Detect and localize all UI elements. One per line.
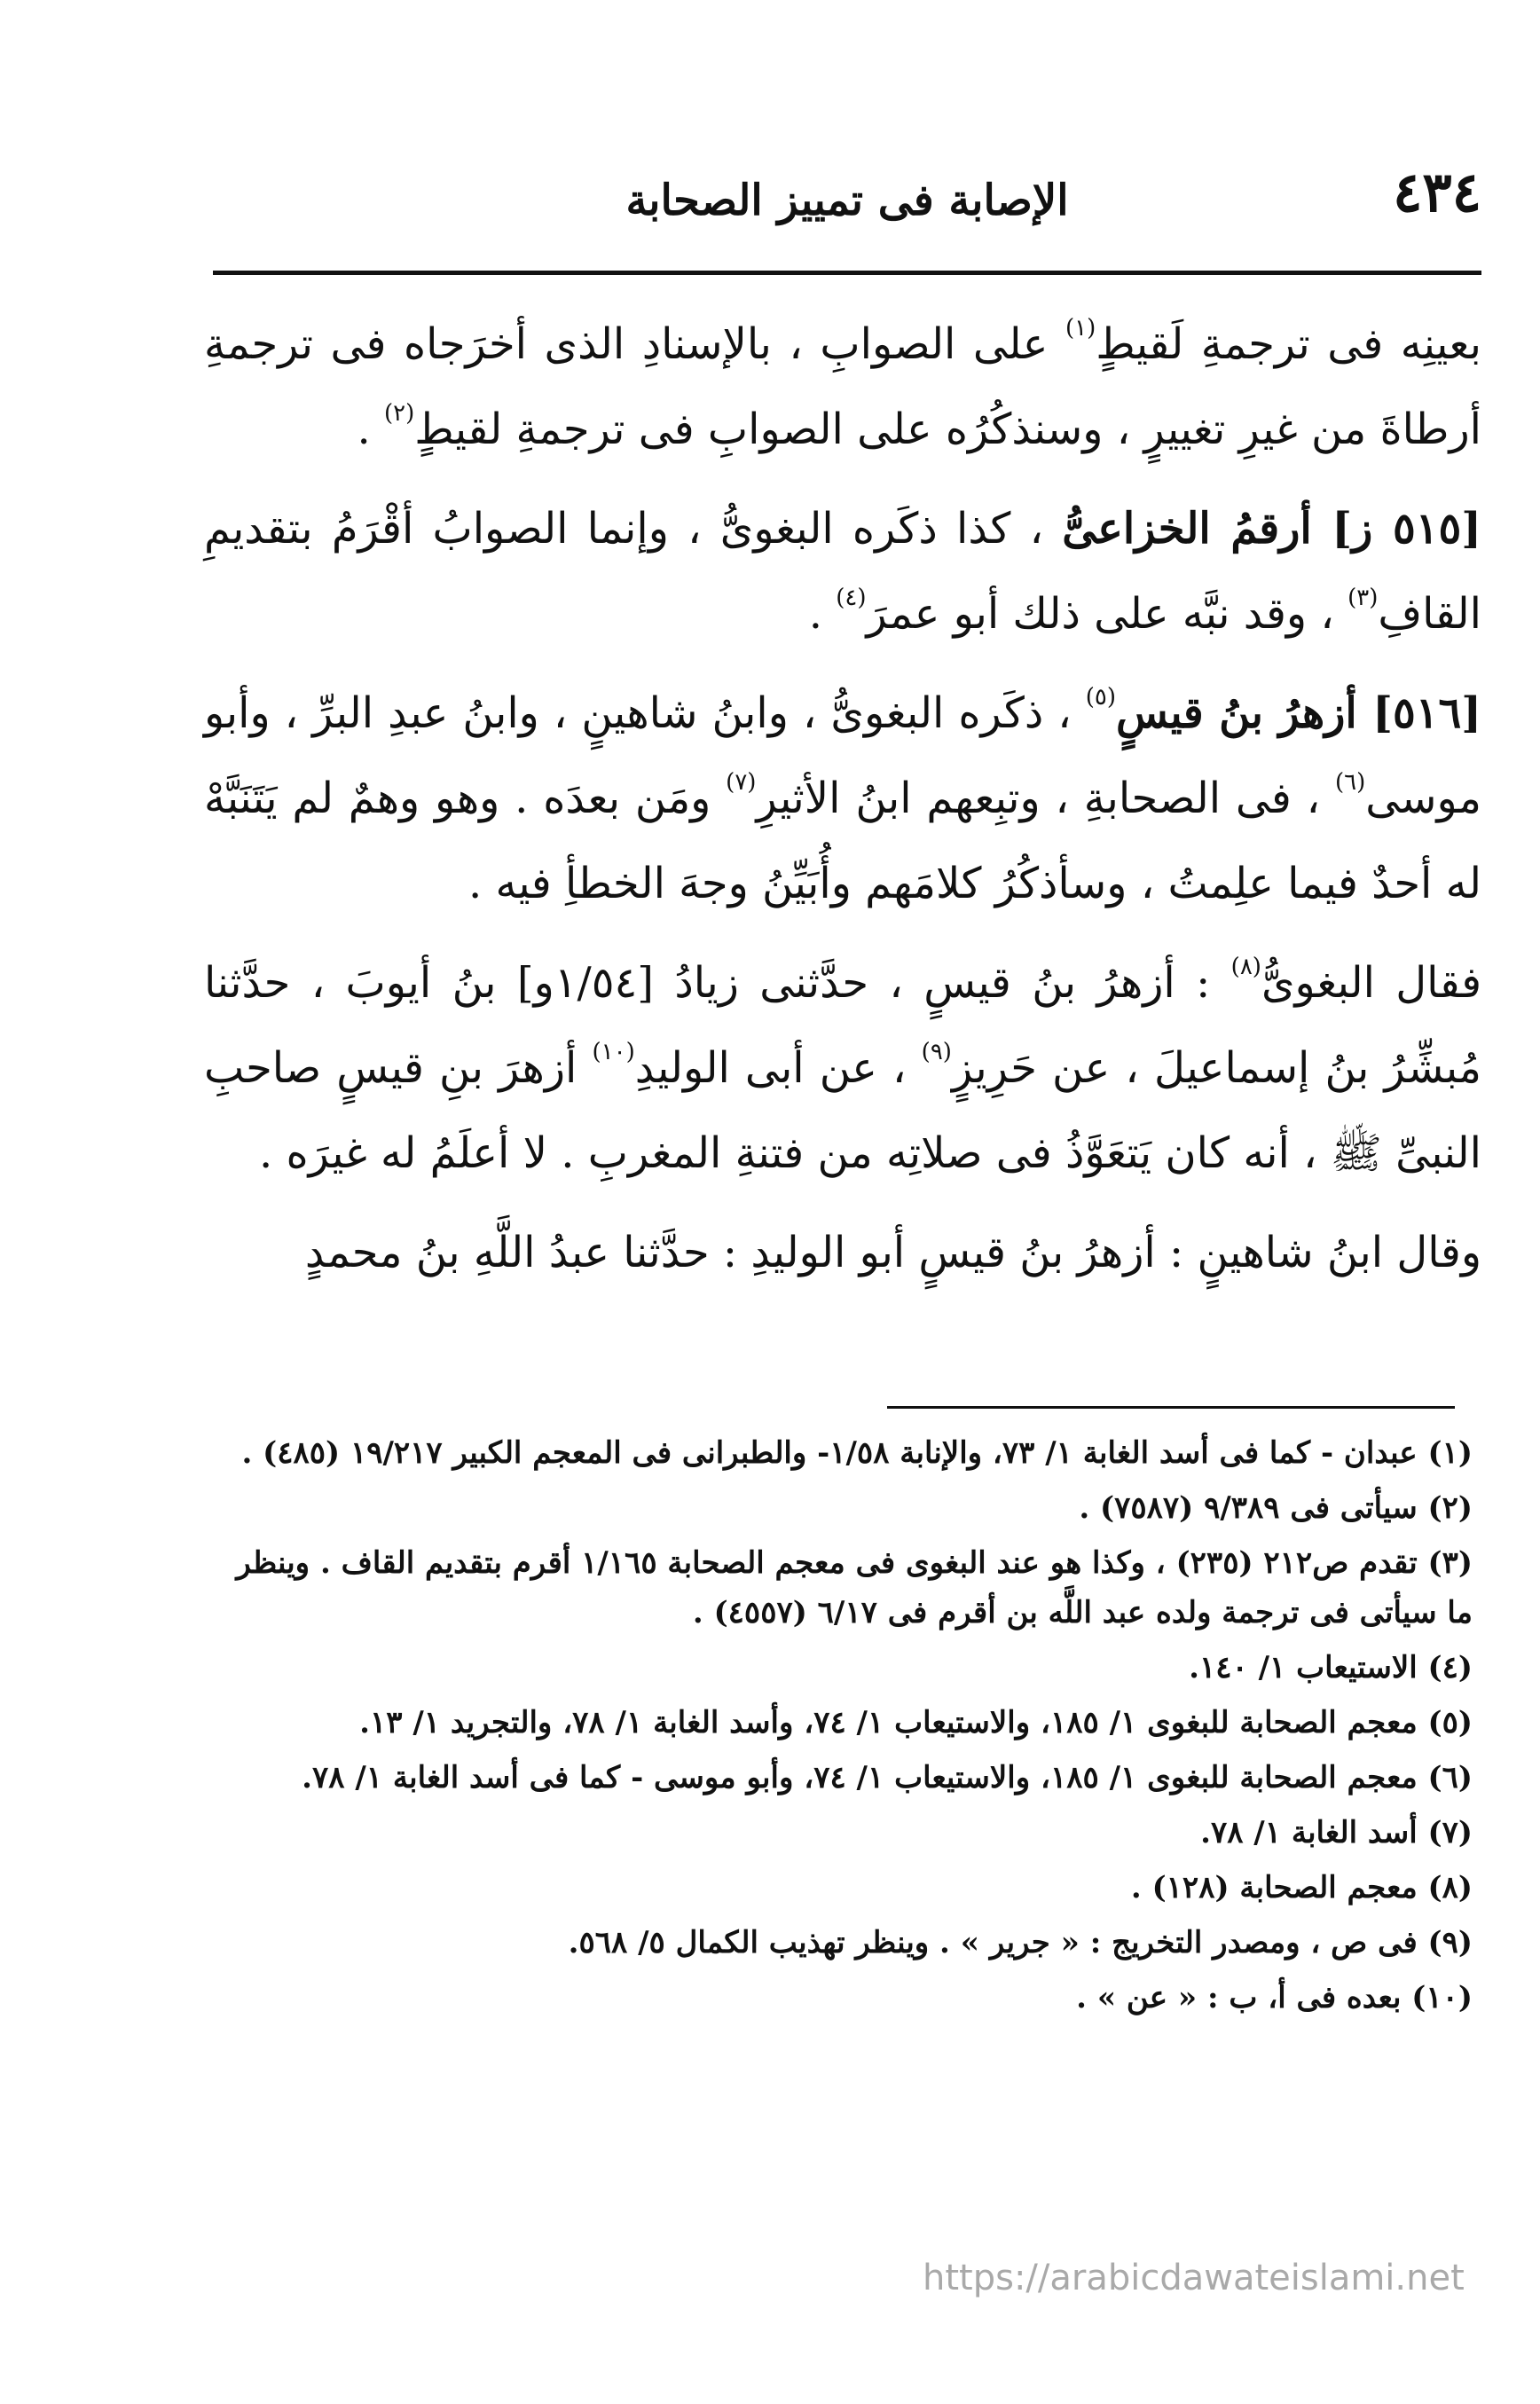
paragraph-baghawi-quote (204, 940, 1481, 1196)
book-title: الإصابة فى تمييز الصحابة (625, 176, 1069, 225)
paragraph-ibn-shahin-quote (204, 1210, 1481, 1295)
footnote-marker: (٣) (1348, 585, 1379, 611)
footnote-marker: (١٠) (592, 1039, 635, 1065)
text-run: . (808, 589, 837, 639)
footnote-5: (٥) معجم الصحابة للبغوى ١/ ١٨٥، والاستيعاب ١/ ٧٤، وأسد الغابة ١/ ٧٨، والتجريد ١/ ١٣. (359, 1705, 1473, 1740)
page-header (213, 160, 1481, 257)
header-rule (213, 271, 1481, 275)
footnote-7: (٧) أسد الغابة ١/ ٧٨. (1200, 1815, 1473, 1850)
text-run: ، وقد نبَّه على ذلك أبو عمرَ (866, 589, 1348, 639)
entry-516 (204, 671, 1481, 926)
footnote-marker: (٩) (921, 1039, 952, 1065)
main-text (204, 302, 1481, 1309)
footnote-marker: (٦) (1334, 769, 1366, 796)
paragraph-1 (204, 302, 1481, 472)
text-run: ومَن بعدَه . وهو وهمٌ لم يَتَنَبَّهْ له أحدٌ فيما علِمتُ ، وسأذكُرُ كلامَهم وأُبَيِّنُ وجهَ الخطأِ فيه . (204, 774, 1481, 908)
text-run: . (357, 405, 384, 454)
text-run: : أزهرُ بنُ قيسٍ ، حدَّثنى زيادُ [١/٥٤و] بنُ أيوبَ ، حدَّثنا مُبشِّرُ بنُ إسماعيلَ ، عن حَرِيزٍ (204, 958, 1481, 1093)
footnotes (213, 1428, 1473, 2028)
text-run: وقال ابنُ شاهينٍ : أزهرُ بنُ قيسٍ أبو الوليدِ : حدَّثنا عبدُ اللَّهِ بنُ محمدٍ (304, 1228, 1481, 1277)
footnote-3: (٣) تقدم ص٢١٢ (٢٣٥) ، وكذا هو عند البغوى فى معجم الصحابة ١/١٦٥ أقرم بتقديم القاف . وينظر ما سيأتى فى ترجمة ولده عبد اللَّه بن أقرم فى ٦/١٧ (٤٥٥٧) . (236, 1545, 1473, 1630)
footnote-marker: (٨) (1230, 954, 1261, 980)
footnote-marker: (١) (1065, 315, 1096, 342)
footnote-marker: (٧) (726, 769, 757, 796)
footnote-8: (٨) معجم الصحابة (١٢٨) . (1130, 1870, 1473, 1905)
text-run: ، عن أبى الوليدِ (634, 1043, 922, 1093)
watermark-url: https://arabicdawateislami.net (923, 2258, 1465, 2298)
footnote-2: (٢) سيأتى فى ٩/٣٨٩ (٧٥٨٧) . (1079, 1490, 1473, 1526)
footnote-separator (887, 1406, 1455, 1409)
footnote-6: (٦) معجم الصحابة للبغوى ١/ ١٨٥، والاستيعاب ١/ ٧٤، وأبو موسى - كما فى أسد الغابة ١/ ٧٨. (302, 1760, 1473, 1795)
text-run: بعينِه فى ترجمةِ لَقيطٍ (1096, 319, 1481, 369)
footnote-marker: (٥) (1085, 684, 1117, 711)
entry-heading: [٥١٦] أزهرُ بنُ قيسٍ (1116, 688, 1481, 738)
text-run: فقال البغوىُّ (1261, 958, 1482, 1008)
footnote-marker: (٢) (383, 400, 415, 427)
entry-heading: [٥١٥ ز] أرقمُ الخزاعىُّ (1062, 504, 1481, 554)
page-number: ٤٣٤ (1393, 160, 1481, 224)
footnote-10: (١٠) بعده فى أ، ب : « عن » . (1076, 1980, 1473, 2015)
footnote-4: (٤) الاستيعاب ١/ ١٤٠. (1189, 1650, 1473, 1685)
footnote-9: (٩) فى ص ، ومصدر التخريج : « جرير » . وينظر تهذيب الكمال ٥/ ٥٦٨. (568, 1925, 1473, 1960)
footnote-marker: (٤) (836, 585, 867, 611)
text-run: أزهرَ بنِ قيسٍ صاحبِ النبىِّ ﷺ ، أنه كان يَتعَوَّذُ فى صلاتِه من فتنةِ المغربِ . لا أعلَمُ له غيرَه . (204, 1043, 1481, 1178)
text-run: ، ذكَره البغوىُّ ، وابنُ شاهينٍ ، وابنُ عبدِ البرِّ ، وأبو موسى (204, 688, 1481, 823)
text-run: ، فى الصحابةِ ، وتبِعهم ابنُ الأثيرِ (756, 774, 1335, 823)
footnote-1: (١) عبدان - كما فى أسد الغابة ١/ ٧٣، والإنابة ١/٥٨- والطبرانى فى المعجم الكبير ١٩/٢١٧ (٤٨٥) . (241, 1435, 1473, 1471)
text-run: ، كذا ذكَره البغوىُّ ، وإنما الصوابُ أقْرَمُ بتقديمِ القافِ (204, 504, 1481, 639)
text-run: على الصوابِ ، بالإسنادِ الذى أخرَجاه فى ترجمةِ أرطاةَ من غيرِ تغييرٍ ، وسنذكُرُه على الصوابِ فى ترجمةِ لقيطٍ (204, 319, 1481, 454)
entry-515 (204, 486, 1481, 656)
